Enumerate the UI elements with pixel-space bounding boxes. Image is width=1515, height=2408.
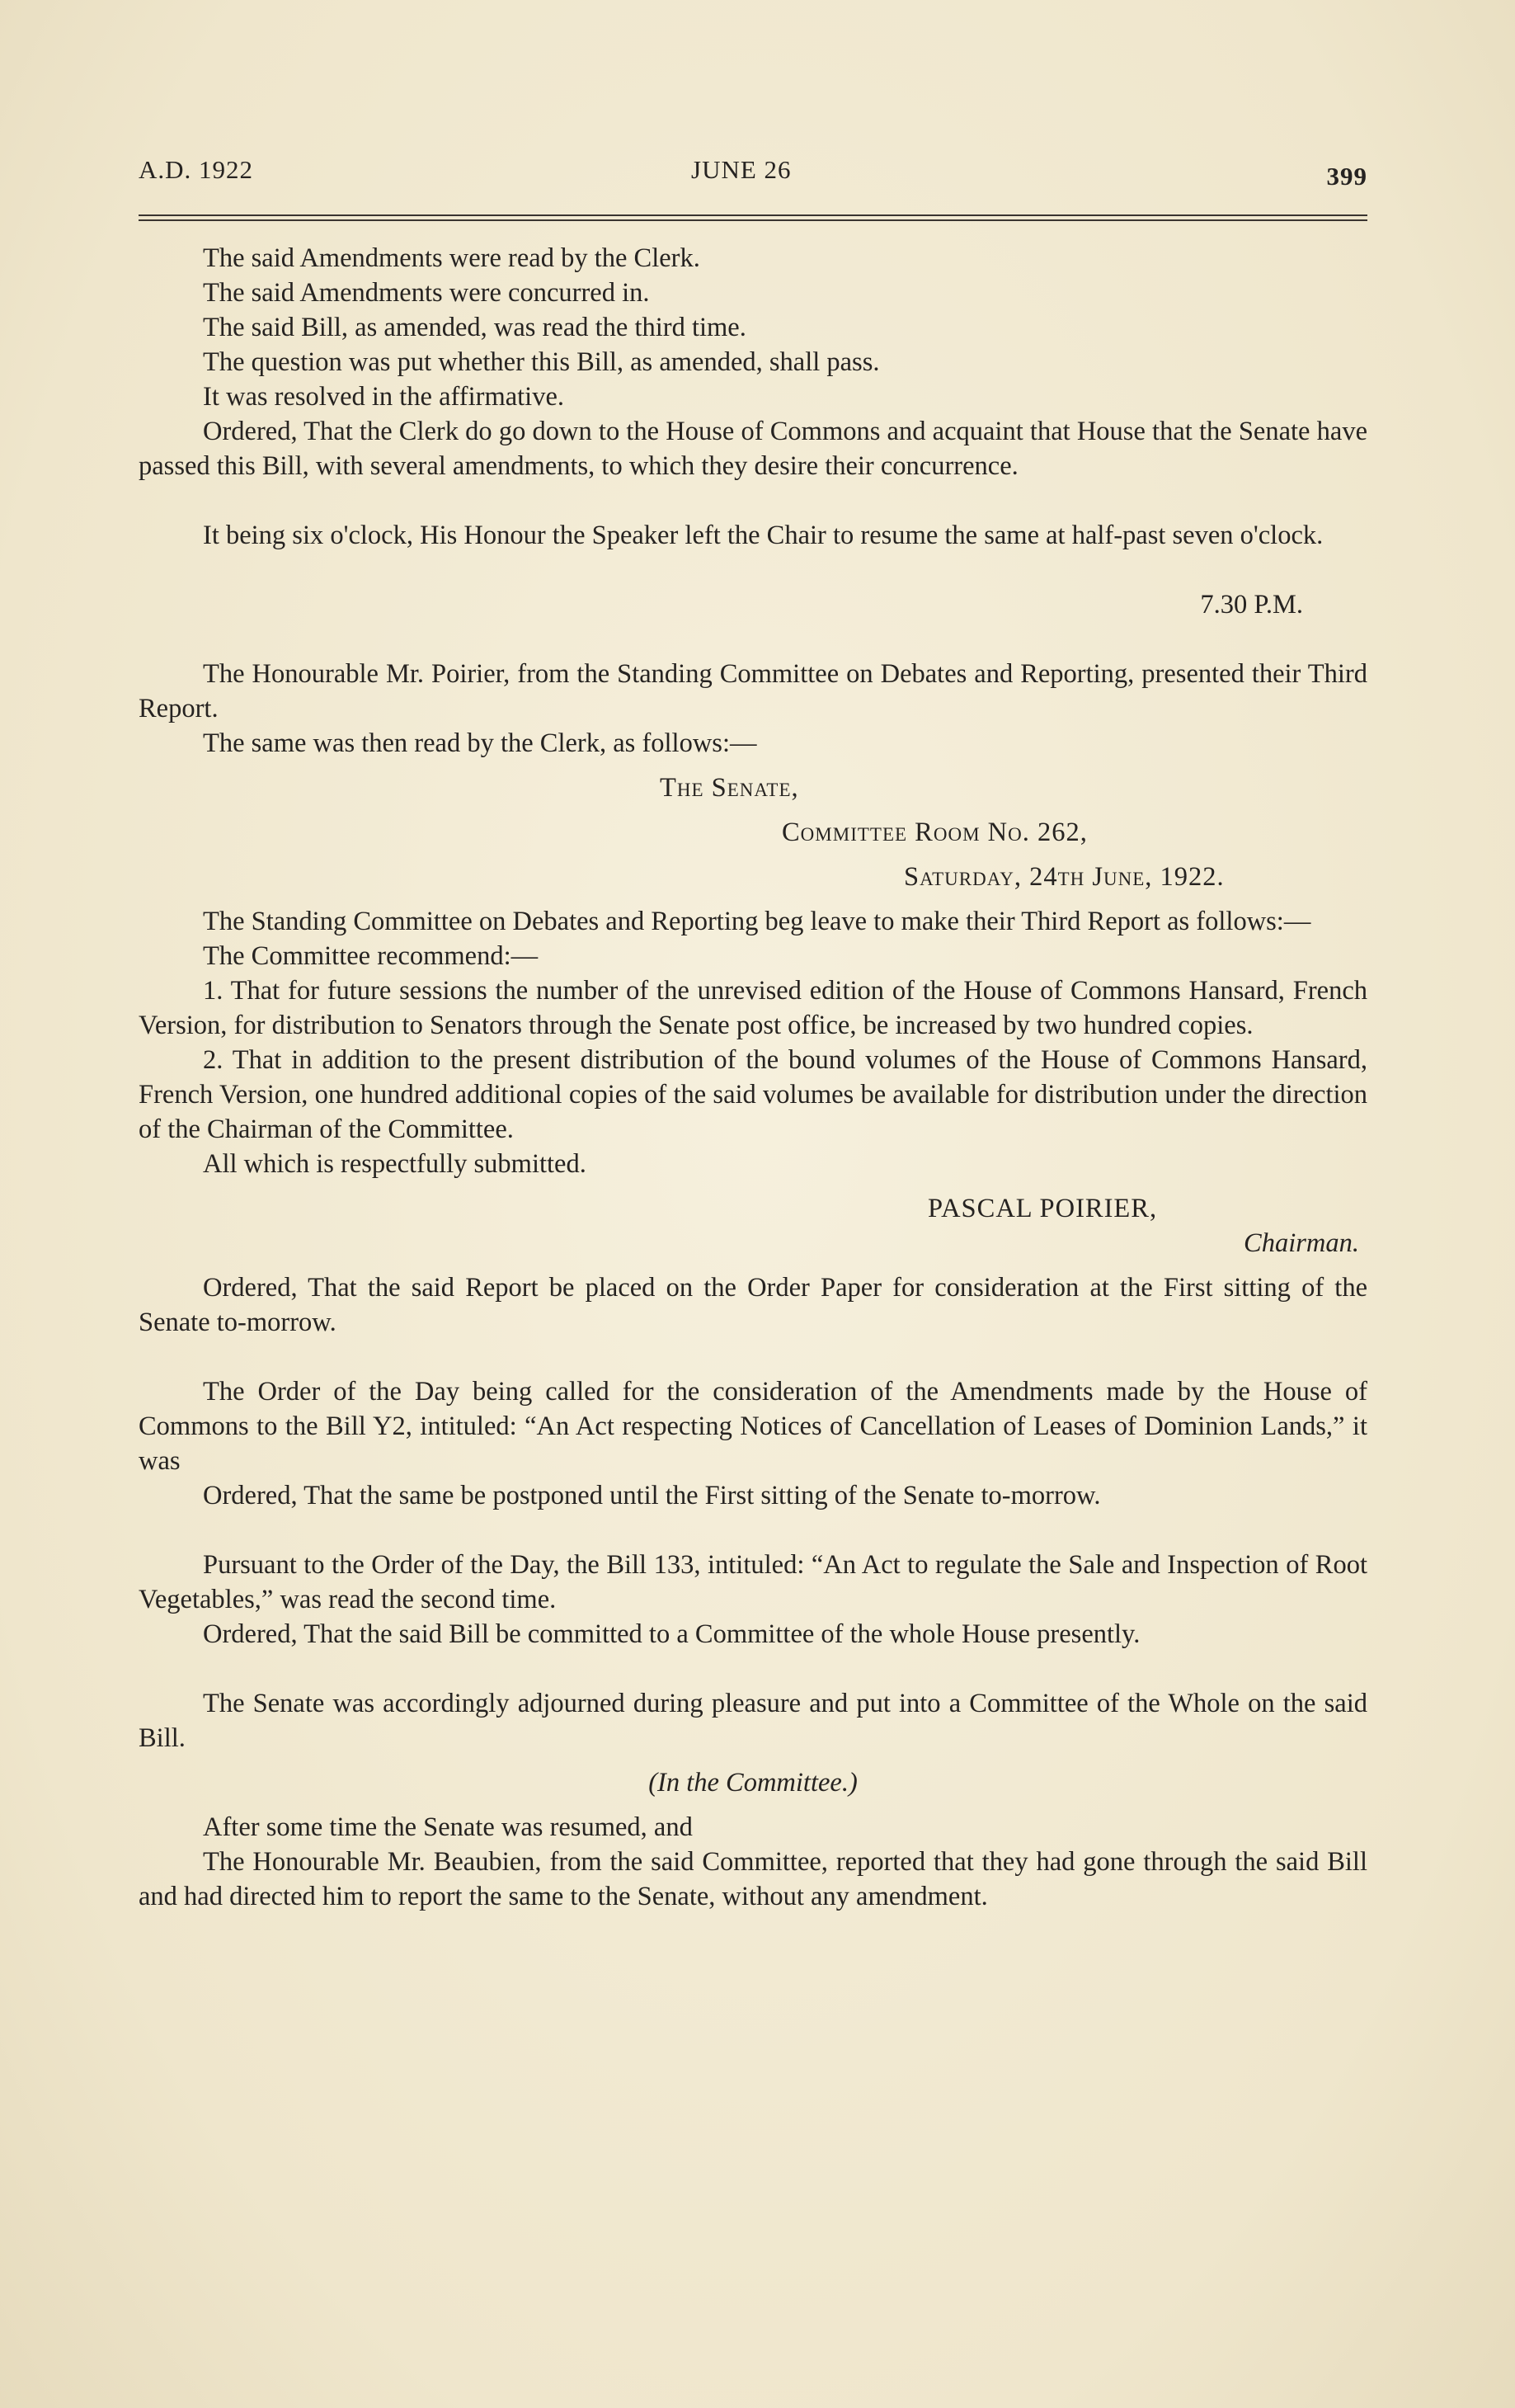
paragraph: The Committee recommend:— — [203, 941, 539, 971]
report-address-room: Committee Room No. 262, — [782, 818, 1088, 847]
paragraph: It was resolved in the affirmative. — [203, 382, 565, 412]
header-date: A.D. 1922 — [139, 155, 254, 184]
list-item: 2. That in addition to the present distribution of the bound volumes of the House of Commons Hansard, French Version, one hundred additional copies of the said volumes be available for distribution under the direction of the Chairman of the Committee. — [139, 1045, 1367, 1144]
paragraph: The question was put whether this Bill, as amended, shall pass. — [203, 347, 880, 377]
paragraph: The said Bill, as amended, was read the third time. — [203, 313, 746, 342]
paragraph: The said Amendments were read by the Clerk. — [203, 243, 700, 273]
signature-title: Chairman. — [1244, 1228, 1359, 1258]
paragraph: The same was then read by the Clerk, as follows:— — [203, 728, 757, 758]
paragraph: It being six o'clock, His Honour the Speaker left the Chair to resume the same at half-past seven o'clock. — [203, 521, 1324, 550]
paragraph: The Standing Committee on Debates and Reporting beg leave to make their Third Report as follows:— — [203, 907, 1311, 936]
header-rule-top — [139, 214, 1367, 216]
header-title: JUNE 26 — [691, 155, 792, 184]
paragraph: The said Amendments were concurred in. — [203, 278, 650, 308]
running-header — [139, 155, 1367, 205]
paragraph: The Senate was accordingly adjourned during pleasure and put into a Committee of the Whole on the said Bill. — [139, 1689, 1367, 1753]
journal-body — [139, 241, 1367, 1914]
page-number: 399 — [1326, 162, 1367, 191]
header-rule-bottom — [139, 219, 1367, 221]
paragraph: Ordered, That the Clerk do go down to the House of Commons and acquaint that House that the Senate have passed this Bill, with several amendments, to which they desire their concurrence. — [139, 417, 1367, 481]
paragraph: After some time the Senate was resumed, and — [203, 1812, 693, 1842]
paragraph: Pursuant to the Order of the Day, the Bill 133, intituled: “An Act to regulate the Sale and Inspection of Root Vegetables,” was read the second time. — [139, 1550, 1367, 1614]
paragraph: The Honourable Mr. Poirier, from the Standing Committee on Debates and Reporting, presented their Third Report. — [139, 659, 1367, 723]
paragraph: The Honourable Mr. Beaubien, from the said Committee, reported that they had gone through the said Bill and had directed him to report the same to the Senate, without any amendment. — [139, 1847, 1367, 1911]
paragraph: Ordered, That the said Bill be committed to a Committee of the whole House presently. — [203, 1619, 1141, 1649]
paragraph: The Order of the Day being called for the consideration of the Amendments made by the House of Commons to the Bill Y2, intituled: “An Act respecting Notices of Cancellation of Leases of Dominion Lands,” it was — [139, 1377, 1367, 1476]
report-address-senate: The Senate, — [660, 773, 799, 803]
paragraph: Ordered, That the same be postponed until the First sitting of the Senate to-morrow. — [203, 1481, 1101, 1510]
committee-heading: (In the Committee.) — [648, 1768, 858, 1798]
signature-name: PASCAL POIRIER, — [928, 1194, 1158, 1223]
paragraph: All which is respectfully submitted. — [203, 1149, 586, 1179]
list-item: 1. That for future sessions the number of the unrevised edition of the House of Commons Hansard, French Version, for distribution to Senators through the Senate post office, be increased by two hundred copies. — [139, 976, 1367, 1040]
report-date: Saturday, 24th June, 1922. — [904, 862, 1225, 892]
paragraph: Ordered, That the said Report be placed on the Order Paper for consideration at the First sitting of the Senate to-morrow. — [139, 1273, 1367, 1337]
time-stamp: 7.30 P.M. — [1200, 590, 1303, 620]
